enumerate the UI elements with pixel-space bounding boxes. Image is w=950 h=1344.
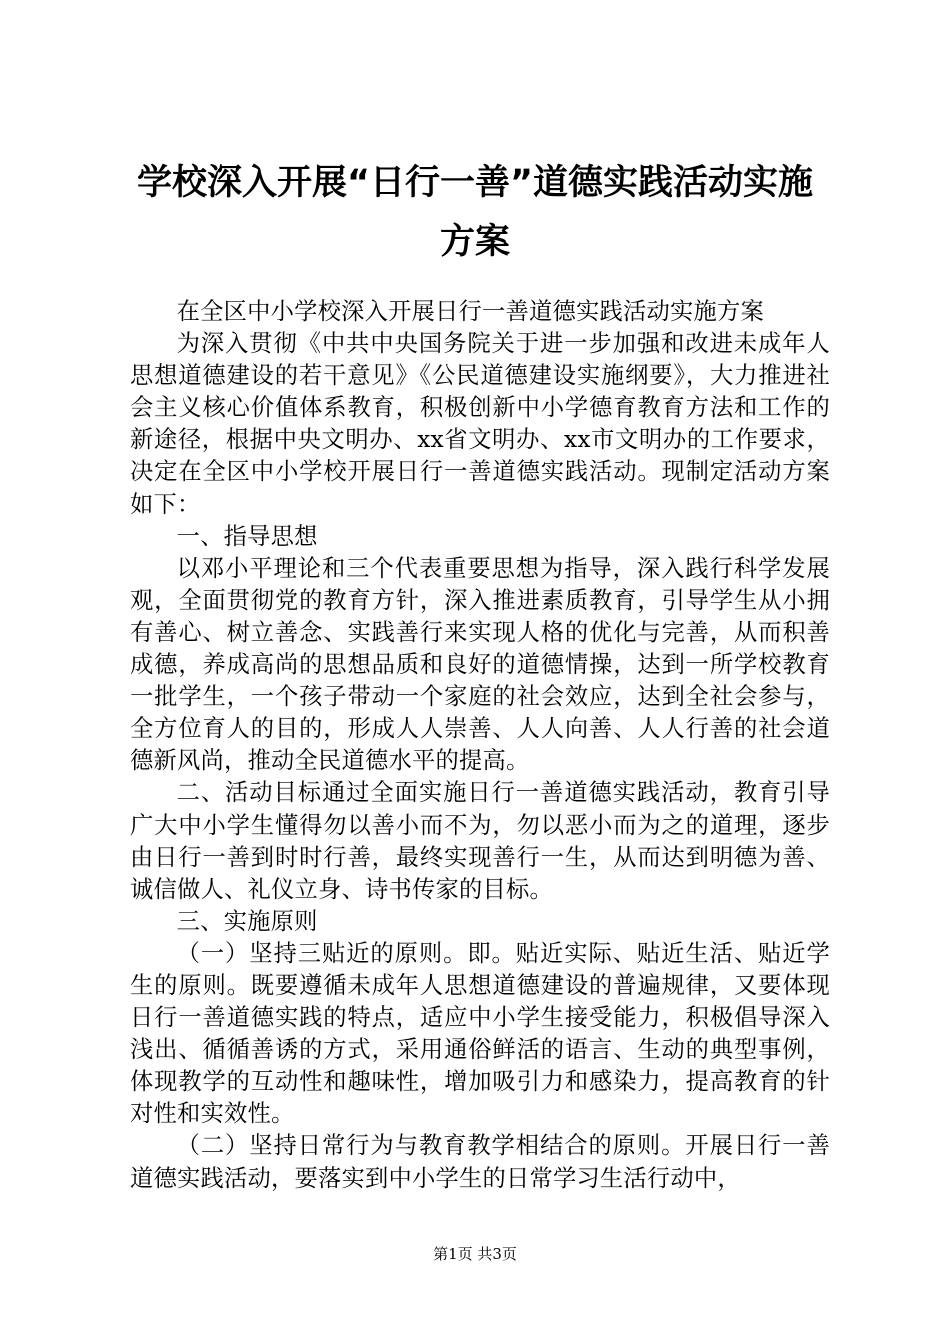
paragraph-principle-2: （二）坚持日常行为与教育教学相结合的原则。开展日行一善道德实践活动，要落实到中小学生的日常学习生活行动中， [130, 1132, 830, 1192]
paragraph-guiding-ideology: 以邓小平理论和三个代表重要思想为指导，深入践行科学发展观，全面贯彻党的教育方针，深入推进素质教育，引导学生从小拥有善心、树立善念、实践善行来实现人格的优化与完善，从而积善成德，养成高尚的思想品质和良好的道德情操，达到一所学校教育一批学生，一个孩子带动一个家庭的社会效应，达到全社会参与，全方位育人的目的，形成人人崇善、人人向善、人人行善的社会道德新风尚，推动全民道德水平的提高。 [130, 554, 830, 775]
heading-principles: 三、实施原则 [176, 907, 318, 935]
heading-guiding-ideology: 一、指导思想 [176, 522, 318, 550]
paragraph-subtitle: 在全区中小学校深入开展日行一善道德实践活动实施方案 [176, 298, 765, 325]
document-title-line-1: 学校深入开展“日行一善”道德实践活动实施 [136, 163, 813, 203]
paragraph-intro: 为深入贯彻《中共中央国务院关于进一步加强和改进未成年人思想道德建设的若干意见》《公民道德建设实施纲要》，大力推进社会主义核心价值体系教育，积极创新中小学德育教育方法和工作的新途径，根据中央文明办、xx省文明办、xx市文明办的工作要求，决定在全区中小学校开展日行一善道德实践活动。现制定活动方案如下： [130, 330, 830, 518]
paragraph-activity-goals: 二、活动目标通过全面实施日行一善道德实践活动，教育引导广大中小学生懂得勿以善小而不为，勿以恶小而为之的道理，逐步由日行一善到时时行善，最终实现善行一生，从而达到明德为善、诚信做人、礼仪立身、诗书传家的目标。 [130, 779, 830, 903]
document-title-line-2: 方案 [439, 222, 510, 262]
page-number-footer: 第1页 共3页 [433, 1245, 517, 1263]
paragraph-principle-1: （一）坚持三贴近的原则。即。贴近实际、贴近生活、贴近学生的原则。既要遵循未成年人思想道德建设的普遍规律，又要体现日行一善道德实践的特点，适应中小学生接受能力，积极倡导深入浅出、循循善诱的方式，采用通俗鲜活的语言、生动的典型事例，体现教学的互动性和趣味性，增加吸引力和感染力，提高教育的针对性和实效性。 [130, 939, 830, 1128]
document-body [130, 296, 830, 1195]
